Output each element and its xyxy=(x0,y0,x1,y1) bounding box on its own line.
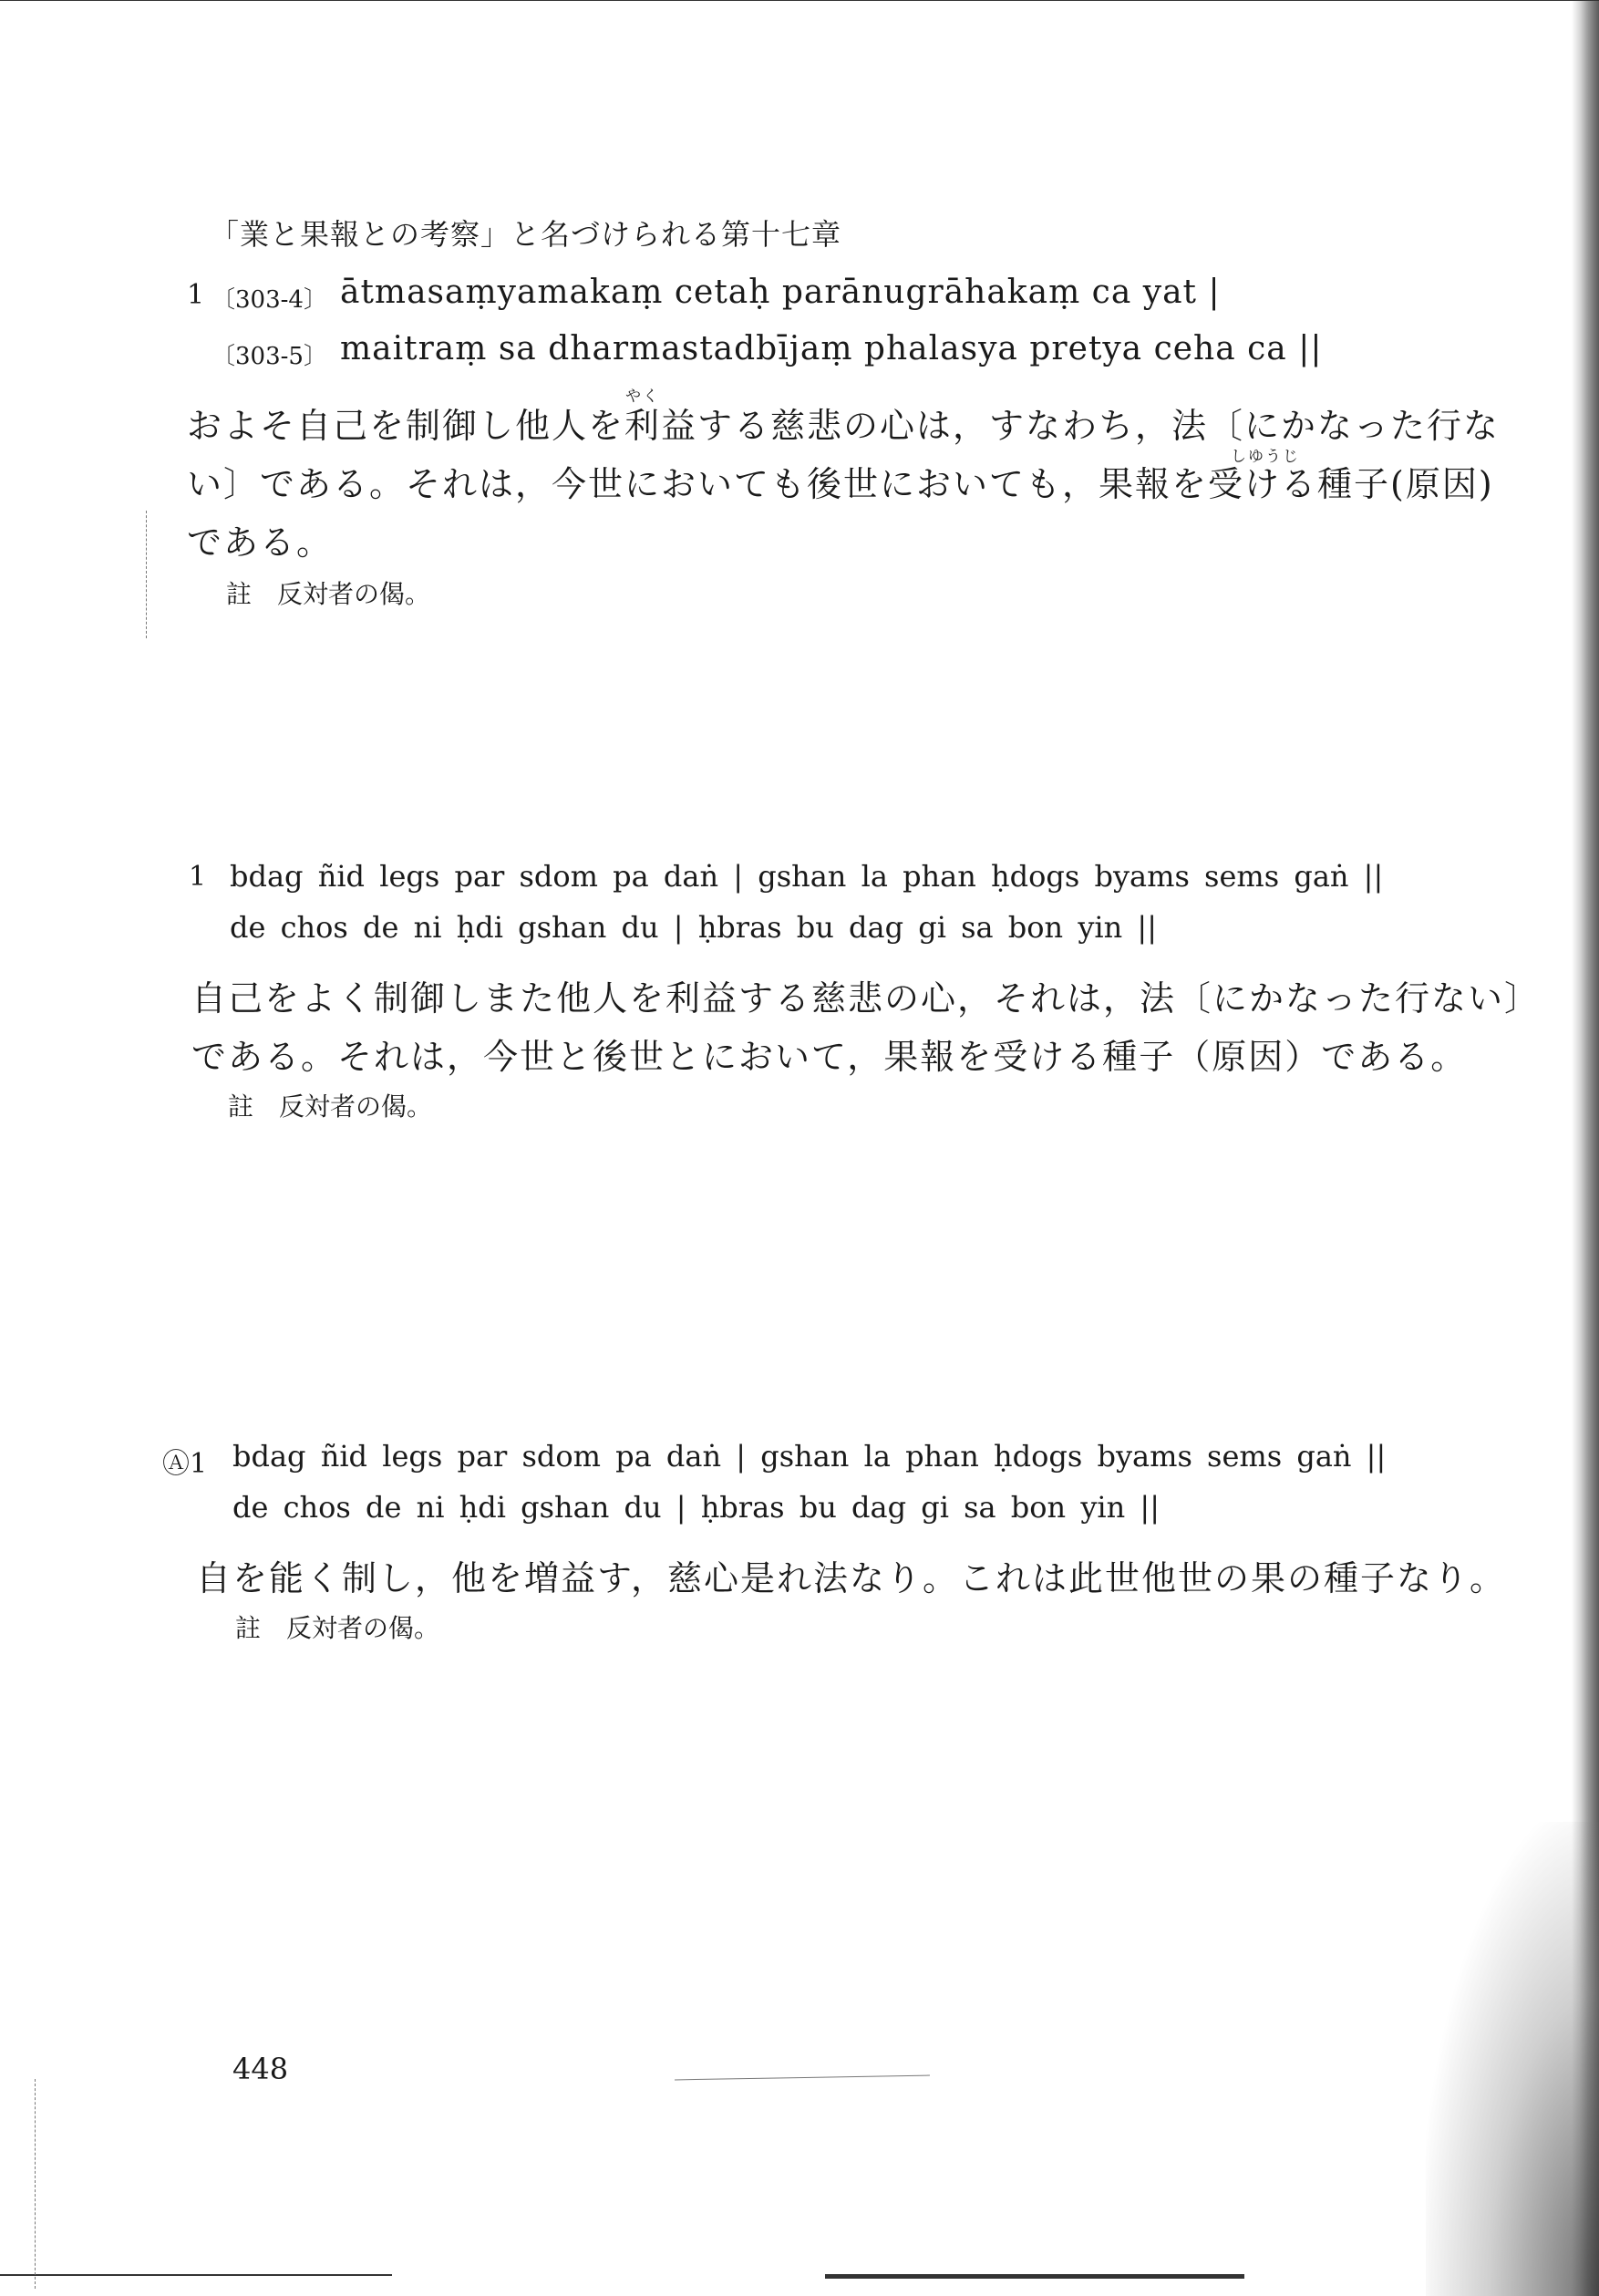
translation-line: である。それは，今世と後世とにおいて，果報を受ける種子（原因）である。 xyxy=(191,1037,1468,1077)
tibetan-line: de chos de ni ḥdi gshan du | ḥbras bu dag gi sa bon yin || xyxy=(230,910,1157,945)
verse-number: 1 xyxy=(189,861,207,893)
page-number: 448 xyxy=(232,2052,289,2086)
tibetan-line: bdag ñid legs par sdom pa daṅ | gshan la phan ḥdogs byams sems gaṅ || xyxy=(230,859,1384,894)
translation-line: 自己をよく制御しまた他人を利益する慈悲の心，それは，法〔にかなった行ない〕 xyxy=(191,978,1542,1019)
sanskrit-line: ātmasaṃyamakaṃ cetaḥ parānugrāhakaṃ ca yat | xyxy=(340,274,1221,311)
translation-line: 自を能く制し，他を増益す，慈心是れ法なり。これは此世他世の果の種子なり。 xyxy=(196,1558,1506,1598)
scan-top-border xyxy=(0,0,1599,1)
translation-line: である。 xyxy=(187,522,334,563)
verse-reference: 〔303-4〕 xyxy=(211,286,327,314)
chapter-title: 「業と果報との考察」と名づけられる第十七章 xyxy=(210,217,842,252)
scan-corner-shadow xyxy=(1426,1822,1599,2296)
tibetan-line: de chos de ni ḥdi gshan du | ḥbras bu dag gi sa bon yin || xyxy=(232,1490,1160,1525)
ruby-reading: しゆうじ xyxy=(1231,448,1300,466)
scan-bottom-rule xyxy=(825,2274,1244,2279)
verse-reference: 〔303-5〕 xyxy=(211,343,327,370)
tibetan-line: bdag ñid legs par sdom pa daṅ | gshan la phan ḥdogs byams sems gaṅ || xyxy=(232,1439,1387,1474)
scan-smudge-line xyxy=(675,2075,930,2081)
scan-left-mark xyxy=(35,2079,36,2289)
verse-marker: Ⓐ1 xyxy=(162,1448,208,1480)
verse-number: 1 xyxy=(187,279,205,311)
translation-line: い〕である。それは，今世においても後世においても，果報を受ける種子(原因) xyxy=(187,464,1494,504)
footnote: 註 反対者の偈。 xyxy=(235,1613,440,1643)
footnote: 註 反対者の偈。 xyxy=(226,579,431,609)
sanskrit-line: maitraṃ sa dharmastadbījaṃ phalasya pretya ceha ca || xyxy=(340,330,1323,367)
ruby-reading: やく xyxy=(625,388,660,406)
translation-line: およそ自己を制御し他人を利益する慈悲の心は，すなわち，法〔にかなった行な xyxy=(187,406,1501,446)
scan-left-mark xyxy=(146,511,147,638)
footnote: 註 反対者の偈。 xyxy=(228,1091,433,1122)
scan-bottom-rule xyxy=(0,2274,392,2276)
